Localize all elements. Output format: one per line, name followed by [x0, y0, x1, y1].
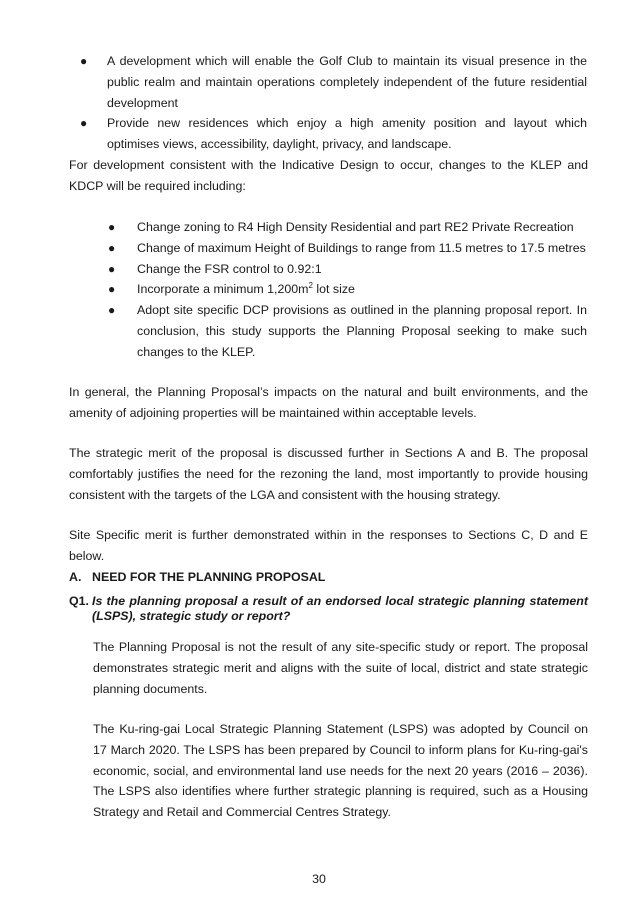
bullet-icon: ● [108, 282, 116, 297]
bullet-icon: ● [80, 54, 88, 68]
page-number: 30 [312, 872, 326, 886]
list-item: ● Provide new residences which enjoy a high amenity position and layout which optimises views, accessibility, daylight, privacy, and landscape. [80, 113, 587, 155]
bullet-icon: ● [80, 116, 88, 131]
bullet-icon: ● [108, 261, 116, 276]
paragraph-changes: For development consistent with the Indicative Design to occur, changes to the KLEP and KDCP will be required including: [69, 158, 588, 193]
lot-size-text: Incorporate a minimum $1,200m^2$ lot size [137, 281, 355, 297]
list-item: ● Change the FSR control to 0.92:1 [108, 259, 587, 280]
question-q1: Q1. Is the planning proposal a result of an endorsed local strategic planning statement (LSPS), strategic study or report? [69, 594, 588, 623]
answer-paragraph-2: The Ku-ring-gai Local Strategic Planning Statement (LSPS) was adopted by Council on 17 March 2020. The LSPS has been prepared by Council to inform plans for Ku-ring-gai's economic, social, and environmental land use needs for the next 20 years (2016 – 2036). The LSPS also identifies where further strategic planning is required, such as a Housing Strategy and Retail and Commercial Centres Strategy. [93, 722, 588, 820]
paragraph-site: Site Specific merit is further demonstrated within in the responses to Sections C, D and E below. [69, 528, 588, 563]
list-item: ● Adopt site specific DCP provisions as outlined in the planning proposal report. In conclusion, this study supports the Planning Proposal seeking to make such changes to the KLEP. [108, 300, 587, 362]
bullet-icon: ● [108, 303, 116, 318]
bullet-icon: ● [108, 220, 116, 234]
list-item [108, 279, 587, 300]
changes-bullet-list [108, 217, 587, 363]
bullet-icon: ● [108, 240, 116, 255]
list-item: ● Change zoning to R4 High Density Residential and part RE2 Private Recreation [108, 217, 587, 238]
answer-paragraph-1: The Planning Proposal is not the result of any site-specific study or report. The proposal demonstrates strategic merit and aligns with the suite of local, district and state strategic planning documents. [93, 640, 588, 696]
paragraph-strategic: The strategic merit of the proposal is discussed further in Sections A and B. The proposal comfortably justifies the need for the rezoning the land, most importantly to provide housing consistent with the targets of the LGA and consistent with the housing strategy. [69, 446, 588, 502]
list-item: ● A development which will enable the Golf Club to maintain its visual presence in the public realm and maintain operations completely independent of the future residential development [80, 51, 587, 113]
paragraph-general: In general, the Planning Proposal’s impacts on the natural and built environments, and the amenity of adjoining properties will be maintained within acceptable levels. [69, 385, 588, 420]
list-item: ● Change of maximum Height of Buildings to range from 11.5 metres to 17.5 metres [108, 238, 587, 259]
intro-bullet-list [80, 51, 587, 155]
section-heading: A. NEED FOR THE PLANNING PROPOSAL [69, 570, 326, 584]
